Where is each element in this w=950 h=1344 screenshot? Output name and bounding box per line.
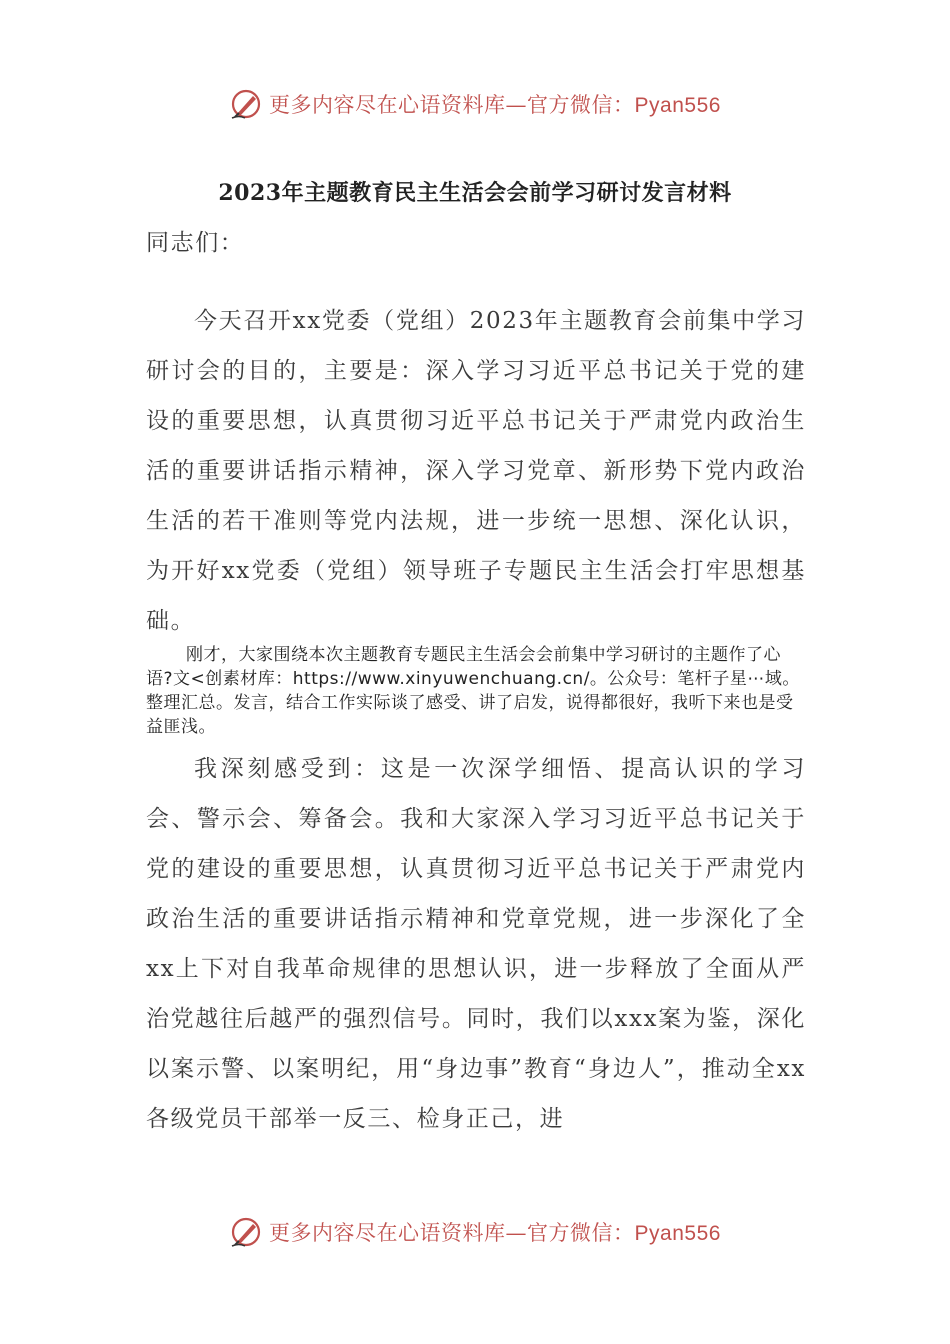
banner-separator: —: [505, 93, 528, 117]
pen-logo-icon: [229, 1215, 263, 1249]
paragraph-2: 刚才，大家围绕本次主题教育专题民主生活会会前集中学习研讨的主题作了心语?文<创素材库：https://www.xinyuwenchuang.cn/。公众号：笔杆子星⋯域。整理汇总。发言，结合工作实际谈了感受、讲了启发，说得都很好，我听下来也是受益匪浅。: [146, 645, 800, 737]
document-title: 2023年主题教育民主生活会会前学习研讨发言材料: [218, 180, 732, 206]
pen-logo-icon: [229, 87, 263, 121]
footer-slogan: 更多内容尽在心语资料库: [269, 1221, 506, 1245]
footer-wechat-id: Pyan556: [634, 1222, 721, 1245]
footer-banner-text: [269, 1217, 721, 1247]
footer-separator: —: [505, 1221, 528, 1245]
header-banner: [0, 84, 950, 124]
footer-banner: [0, 1212, 950, 1252]
banner-wechat-label: 官方微信：: [527, 93, 635, 117]
banner-wechat-id: Pyan556: [634, 94, 721, 117]
footer-wechat-label: 官方微信：: [527, 1221, 635, 1245]
banner-text: [269, 89, 721, 119]
salutation: 同志们：: [146, 230, 245, 256]
paragraph-1: 今天召开xx党委（党组）2023年主题教育会前集中学习研讨会的目的，主要是：深入学习习近平总书记关于党的建设的重要思想，认真贯彻习近平总书记关于严肃党内政治生活的重要讲话指示精神，深入学习党章、新形势下党内政治生活的若干准则等党内法规，进一步统一思想、深化认识，为开好xx党委（党组）领导班子专题民主生活会打牢思想基础。: [146, 308, 806, 634]
paragraph-3: 我深刻感受到：这是一次深学细悟、提高认识的学习会、警示会、筹备会。我和大家深入学习习近平总书记关于党的建设的重要思想，认真贯彻习近平总书记关于严肃党内政治生活的重要讲话指示精神和党章党规，进一步深化了全xx上下对自我革命规律的思想认识，进一步释放了全面从严治党越往后越严的强烈信号。同时，我们以xxx案为鉴，深化以案示警、以案明纪，用“身边事”教育“身边人”，推动全xx各级党员干部举一反三、检身正己，进: [146, 756, 806, 1132]
banner-slogan: 更多内容尽在心语资料库: [269, 93, 506, 117]
